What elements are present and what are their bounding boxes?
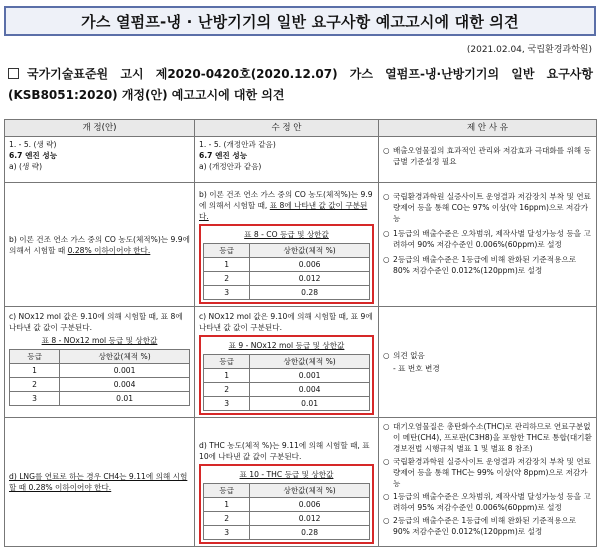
nox-table-head: 상한값(체적 %) — [60, 350, 190, 364]
draft-line: a) (생 략) — [9, 162, 43, 171]
nox-table-head: 상한값(체적 %) — [250, 355, 370, 369]
document-date: (2021.02.04, 국립환경과학원) — [466, 45, 592, 55]
reason-cell — [379, 183, 597, 307]
nox-grade: 2 — [10, 378, 60, 392]
revision-text: d) THC 농도(체적 %)는 9.11에 의해 시험할 때, 표 10에 나타낸 값 값이 구분된다. — [199, 441, 370, 461]
reason-cell — [379, 418, 597, 547]
reason-item: ○ 국립환경과학원 실증사이트 운영결과 저감장치 부착 및 연료량제어 등을 통해 CO는 97% 이상(약 16ppm)으로 저감가능 — [383, 192, 591, 223]
thc-limit: 0.006 — [250, 498, 370, 512]
nox-grade: 3 — [10, 392, 60, 406]
draft-cell — [5, 137, 195, 183]
column-header-reason: 제 안 사 유 — [379, 120, 597, 137]
reason-subitem: - 표 번호 변경 — [393, 364, 440, 373]
circle-bullet-icon: ○ — [383, 229, 390, 238]
nox-table-title: 표 9 - NOx12 mol 등급 및 상한값 — [228, 341, 345, 350]
section-heading-text: 국가기술표준원 고시 제2020-0420호(2020.12.07) 가스 열펌프-냉·난방기기의 일반 요구사항(KSB8051:2020) 개정(안) 예고고시에 대한 의견 — [8, 67, 593, 102]
revision-text-underlined: 표 8에 나타낸 값 값이 구분된다. — [199, 201, 368, 221]
reason-item: ○ 의견 없음 — [383, 351, 425, 360]
revision-cell — [195, 137, 379, 183]
co-table-title: 표 8 - CO 등급 및 상한값 — [244, 230, 329, 239]
co-table-head: 상한값(체적 %) — [250, 244, 370, 258]
table-header-row — [5, 120, 597, 137]
reason-cell — [379, 307, 597, 418]
table-row — [5, 418, 597, 547]
thc-grade: 1 — [204, 498, 250, 512]
circle-bullet-icon: ○ — [383, 146, 390, 155]
revision-cell — [195, 183, 379, 307]
co-limit: 0.006 — [250, 258, 370, 272]
co-grade: 2 — [204, 272, 250, 286]
nox-grade-table-revision — [203, 354, 370, 411]
nox-grade: 3 — [204, 397, 250, 411]
nox-limit: 0.004 — [60, 378, 190, 392]
nox-limit: 0.01 — [60, 392, 190, 406]
circle-bullet-icon: ○ — [383, 422, 390, 431]
circle-bullet-icon: ○ — [383, 492, 390, 501]
checkbox-square-icon — [8, 68, 19, 79]
circle-bullet-icon: ○ — [383, 351, 390, 360]
nox-limit: 0.01 — [250, 397, 370, 411]
draft-line: 1. - 5. (생 략) — [9, 140, 57, 149]
draft-cell — [5, 307, 195, 418]
draft-text: b) 이론 건조 연소 가스 중의 CO 농도(체적%)는 9.9에 의해서 시험할 때 — [9, 234, 190, 255]
thc-grade: 2 — [204, 512, 250, 526]
revision-text: b) 이론 건조 연소 가스 중의 CO 농도(체적%)는 9.9에 의해서 시험할 때, — [199, 190, 373, 210]
nox-grade: 2 — [204, 383, 250, 397]
thc-grade-table — [203, 483, 370, 540]
nox-limit: 0.004 — [250, 383, 370, 397]
revision-text: c) NOx12 mol 값은 9.10에 의해 시험할 때, 표 9에 나타낸 값 값이 구분된다. — [199, 312, 373, 332]
comparison-table — [4, 119, 597, 547]
reason-item: ○ 배출오염물질의 효과적인 관리와 저감효과 극대화를 위해 등급별 기준설정 필요 — [383, 146, 591, 166]
table-row — [5, 183, 597, 307]
nox-grade: 1 — [204, 369, 250, 383]
co-grade: 1 — [204, 258, 250, 272]
table-row — [5, 307, 597, 418]
co-grade: 3 — [204, 286, 250, 300]
revision-line: a) (개정안과 같음) — [199, 162, 262, 171]
co-grade-table — [203, 243, 370, 300]
thc-table-head: 상한값(체적 %) — [250, 484, 370, 498]
reason-item: ○ 대기오염물질은 총탄화수소(THC)로 관리하므로 연료구분없이 메탄(CH4), 프로판(C3H8)을 포함한 THC로 통합(대기환경보전법 시행규칙 별표 1 및 별표 8 참조) — [383, 422, 592, 453]
revision-cell — [195, 307, 379, 418]
revision-line: 6.7 엔진 성능 — [199, 151, 248, 160]
draft-text-underlined: d) LNG를 연료로 하는 경우 CH4는 9.11에 의해 시험할 때 0.28% 이하이어야 한다. — [9, 472, 188, 492]
thc-table-head: 등급 — [204, 484, 250, 498]
draft-line: 6.7 엔진 성능 — [9, 151, 58, 160]
highlight-box-co-table — [199, 224, 374, 304]
nox-table-head: 등급 — [204, 355, 250, 369]
document-title-box — [4, 6, 596, 36]
draft-cell — [5, 418, 195, 547]
co-limit: 0.28 — [250, 286, 370, 300]
thc-table-title: 표 10 - THC 등급 및 상한값 — [239, 470, 334, 479]
document-title: 가스 열펌프-냉 · 난방기기의 일반 요구사항 예고고시에 대한 의견 — [81, 12, 519, 31]
revision-cell — [195, 418, 379, 547]
circle-bullet-icon: ○ — [383, 192, 390, 201]
column-header-draft: 개 정(안) — [5, 120, 195, 137]
highlight-box-thc-table — [199, 464, 374, 544]
nox-table-title: 표 8 - NOx12 mol 등급 및 상한값 — [41, 336, 158, 345]
co-limit: 0.012 — [250, 272, 370, 286]
reason-item: ○ 2등급의 배출수준은 1등급에 비해 완화된 기준적용으로 90% 저감수준인 0.012%(120ppm)로 설정 — [383, 516, 577, 536]
circle-bullet-icon: ○ — [383, 457, 390, 466]
reason-item: ○ 1등급의 배출수준은 오차범위, 제작사별 달성가능성 등을 고려하여 95% 저감수준인 0.006%(60ppm)로 설정 — [383, 492, 591, 512]
revision-line: 1. - 5. (개정안과 같음) — [199, 140, 276, 149]
thc-grade: 3 — [204, 526, 250, 540]
thc-limit: 0.012 — [250, 512, 370, 526]
draft-cell — [5, 183, 195, 307]
nox-grade-table-draft — [9, 349, 190, 406]
section-heading — [8, 64, 593, 106]
circle-bullet-icon: ○ — [383, 516, 390, 525]
draft-text: c) NOx12 mol 값은 9.10에 의해 시험할 때, 표 8에 나타낸 값 값이 구분된다. — [9, 312, 183, 332]
reason-item: ○ 국립환경과학원 실증사이트 운영결과 저감장치 부착 및 연료량제어 등을 통해 THC는 99% 이상(약 8ppm)으로 저감가능 — [383, 457, 591, 488]
column-header-revision: 수 정 안 — [195, 120, 379, 137]
draft-text-underlined: 0.28% 이하이어야 한다. — [67, 245, 151, 255]
circle-bullet-icon: ○ — [383, 255, 390, 264]
thc-limit: 0.28 — [250, 526, 370, 540]
nox-limit: 0.001 — [60, 364, 190, 378]
reason-item: ○ 2등급의 배출수준은 1등급에 비해 완화된 기준적용으로 80% 저감수준인 0.012%(120ppm)로 설정 — [383, 255, 577, 275]
highlight-box-nox-table — [199, 335, 374, 415]
nox-grade: 1 — [10, 364, 60, 378]
co-table-head: 등급 — [204, 244, 250, 258]
reason-cell — [379, 137, 597, 183]
reason-item: ○ 1등급의 배출수준은 오차범위, 제작사별 달성가능성 등을 고려하여 90% 저감수준인 0.006%(60ppm)로 설정 — [383, 229, 591, 249]
nox-table-head: 등급 — [10, 350, 60, 364]
table-row — [5, 137, 597, 183]
nox-limit: 0.001 — [250, 369, 370, 383]
